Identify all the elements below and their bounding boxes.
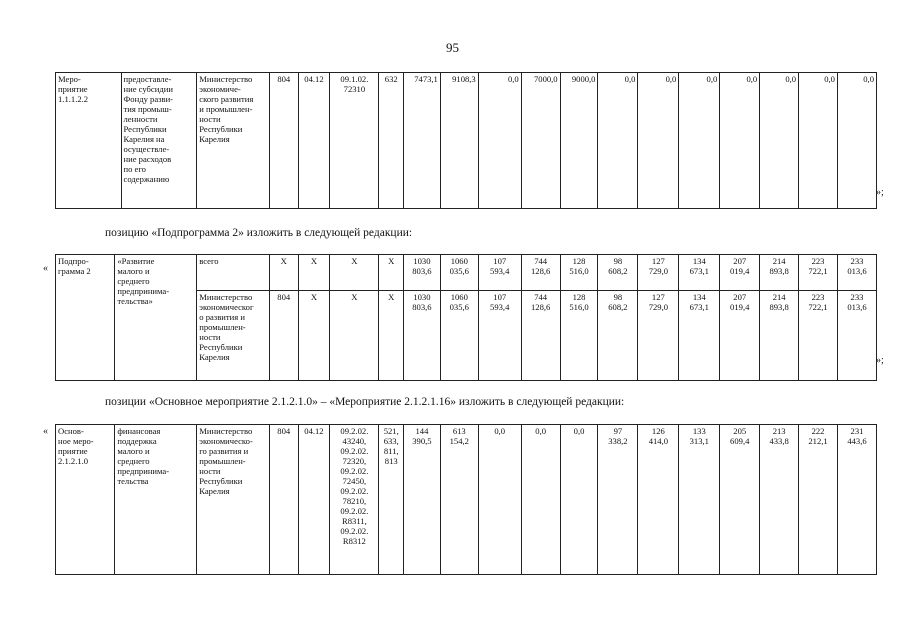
value-cell: 97 338,2: [598, 425, 638, 575]
value-cell: 0,0: [560, 425, 598, 575]
value-cell: 222 212,1: [799, 425, 838, 575]
value-cell: 133 313,1: [679, 425, 720, 575]
csr-cell: Х: [330, 255, 379, 291]
value-cell: 127 729,0: [638, 255, 679, 291]
value-cell: 7473,1: [404, 73, 441, 209]
value-cell: 1060 035,6: [440, 255, 478, 291]
vr-cell: Х: [379, 291, 404, 381]
subprogram-id-cell: Подпро- грамма 2: [56, 255, 115, 381]
value-cell: 613 154,2: [440, 425, 478, 575]
value-cell: 233 013,6: [837, 291, 876, 381]
value-cell: 126 414,0: [638, 425, 679, 575]
value-cell: 223 722,1: [799, 291, 838, 381]
value-cell: 0,0: [837, 73, 876, 209]
value-cell: 1060 035,6: [440, 291, 478, 381]
opening-quote: «: [43, 426, 48, 437]
instruction-paragraph: позицию «Подпрограмма 2» изложить в следующей редакции:: [105, 227, 413, 239]
grbs-cell: 804: [269, 425, 298, 575]
value-cell: 144 390,5: [404, 425, 441, 575]
executor-cell: Министерство экономическог о развития и промышлен- ности Республики Карелия: [197, 291, 270, 381]
executor-cell: всего: [197, 255, 270, 291]
value-cell: 134 673,1: [679, 255, 720, 291]
value-cell: 127 729,0: [638, 291, 679, 381]
opening-quote: «: [43, 263, 48, 274]
csr-cell: Х: [330, 291, 379, 381]
value-cell: 0,0: [478, 73, 521, 209]
rzpr-cell: Х: [298, 255, 330, 291]
value-cell: 9000,0: [560, 73, 598, 209]
value-cell: 128 516,0: [560, 255, 598, 291]
value-cell: 1030 803,6: [404, 255, 441, 291]
value-cell: 0,0: [598, 73, 638, 209]
value-cell: 233 013,6: [837, 255, 876, 291]
value-cell: 107 593,4: [478, 255, 521, 291]
grbs-cell: 804: [269, 73, 298, 209]
value-cell: 0,0: [638, 73, 679, 209]
value-cell: 231 443,6: [837, 425, 876, 575]
value-cell: 0,0: [799, 73, 838, 209]
value-cell: 207 019,4: [720, 255, 760, 291]
measure-id-cell: Меро- приятие 1.1.1.2.2: [56, 73, 122, 209]
value-cell: 744 128,6: [521, 291, 560, 381]
rzpr-cell: Х: [298, 291, 330, 381]
value-cell: 214 893,8: [760, 255, 799, 291]
main-measure-id-cell: Основ- ное меро- приятие 2.1.2.1.0: [56, 425, 115, 575]
closing-quote: »;: [876, 187, 884, 198]
value-cell: 0,0: [478, 425, 521, 575]
value-cell: 205 609,4: [720, 425, 760, 575]
vr-cell: 632: [379, 73, 404, 209]
value-cell: 1030 803,6: [404, 291, 441, 381]
main-measure-name-cell: финансовая поддержка малого и среднего предпринима- тельства: [115, 425, 197, 575]
csr-cell: 09.2.02. 43240, 09.2.02. 72320, 09.2.02. 72450, 09.2.02. 78210, 09.2.02. R8311, 09.2.02. R8312: [330, 425, 379, 575]
vr-cell: Х: [379, 255, 404, 291]
value-cell: 98 608,2: [598, 291, 638, 381]
page-number: 95: [446, 40, 459, 55]
table-main-measure-2-1-2-1-0: [55, 424, 877, 575]
executor-cell: Министерство экономическо- го развития и промышлен- ности Республики Карелия: [197, 425, 270, 575]
subprogram-name-cell: «Развитие малого и среднего предпринима- тельства»: [115, 255, 197, 381]
value-cell: 107 593,4: [478, 291, 521, 381]
closing-quote: »;: [876, 355, 884, 366]
measure-name-cell: предоставле- ние субсидии Фонду разви- тия промыш- ленности Республики Карелия на осуществле- ние расходов по его содержанию: [121, 73, 197, 209]
value-cell: 7000,0: [521, 73, 560, 209]
value-cell: 128 516,0: [560, 291, 598, 381]
value-cell: 0,0: [521, 425, 560, 575]
value-cell: 744 128,6: [521, 255, 560, 291]
value-cell: 214 893,8: [760, 291, 799, 381]
csr-cell: 09.1.02. 72310: [330, 73, 379, 209]
value-cell: 9108,3: [440, 73, 478, 209]
table-measure-1-1-1-2-2: [55, 72, 877, 209]
value-cell: 0,0: [720, 73, 760, 209]
vr-cell: 521, 633, 811, 813: [379, 425, 404, 575]
rzpr-cell: 04.12: [298, 425, 330, 575]
grbs-cell: Х: [269, 255, 298, 291]
value-cell: 223 722,1: [799, 255, 838, 291]
value-cell: 213 433,8: [760, 425, 799, 575]
value-cell: 0,0: [679, 73, 720, 209]
value-cell: 0,0: [760, 73, 799, 209]
instruction-paragraph: позиции «Основное мероприятие 2.1.2.1.0» – «Мероприятие 2.1.2.1.16» изложить в следующей редакции:: [105, 396, 625, 408]
executor-cell: Министерство экономиче- ского развития и промышлен- ности Республики Карелия: [197, 73, 270, 209]
grbs-cell: 804: [269, 291, 298, 381]
rzpr-cell: 04.12: [298, 73, 330, 209]
table-subprogram-2: [55, 254, 877, 381]
value-cell: 98 608,2: [598, 255, 638, 291]
value-cell: 207 019,4: [720, 291, 760, 381]
value-cell: 134 673,1: [679, 291, 720, 381]
